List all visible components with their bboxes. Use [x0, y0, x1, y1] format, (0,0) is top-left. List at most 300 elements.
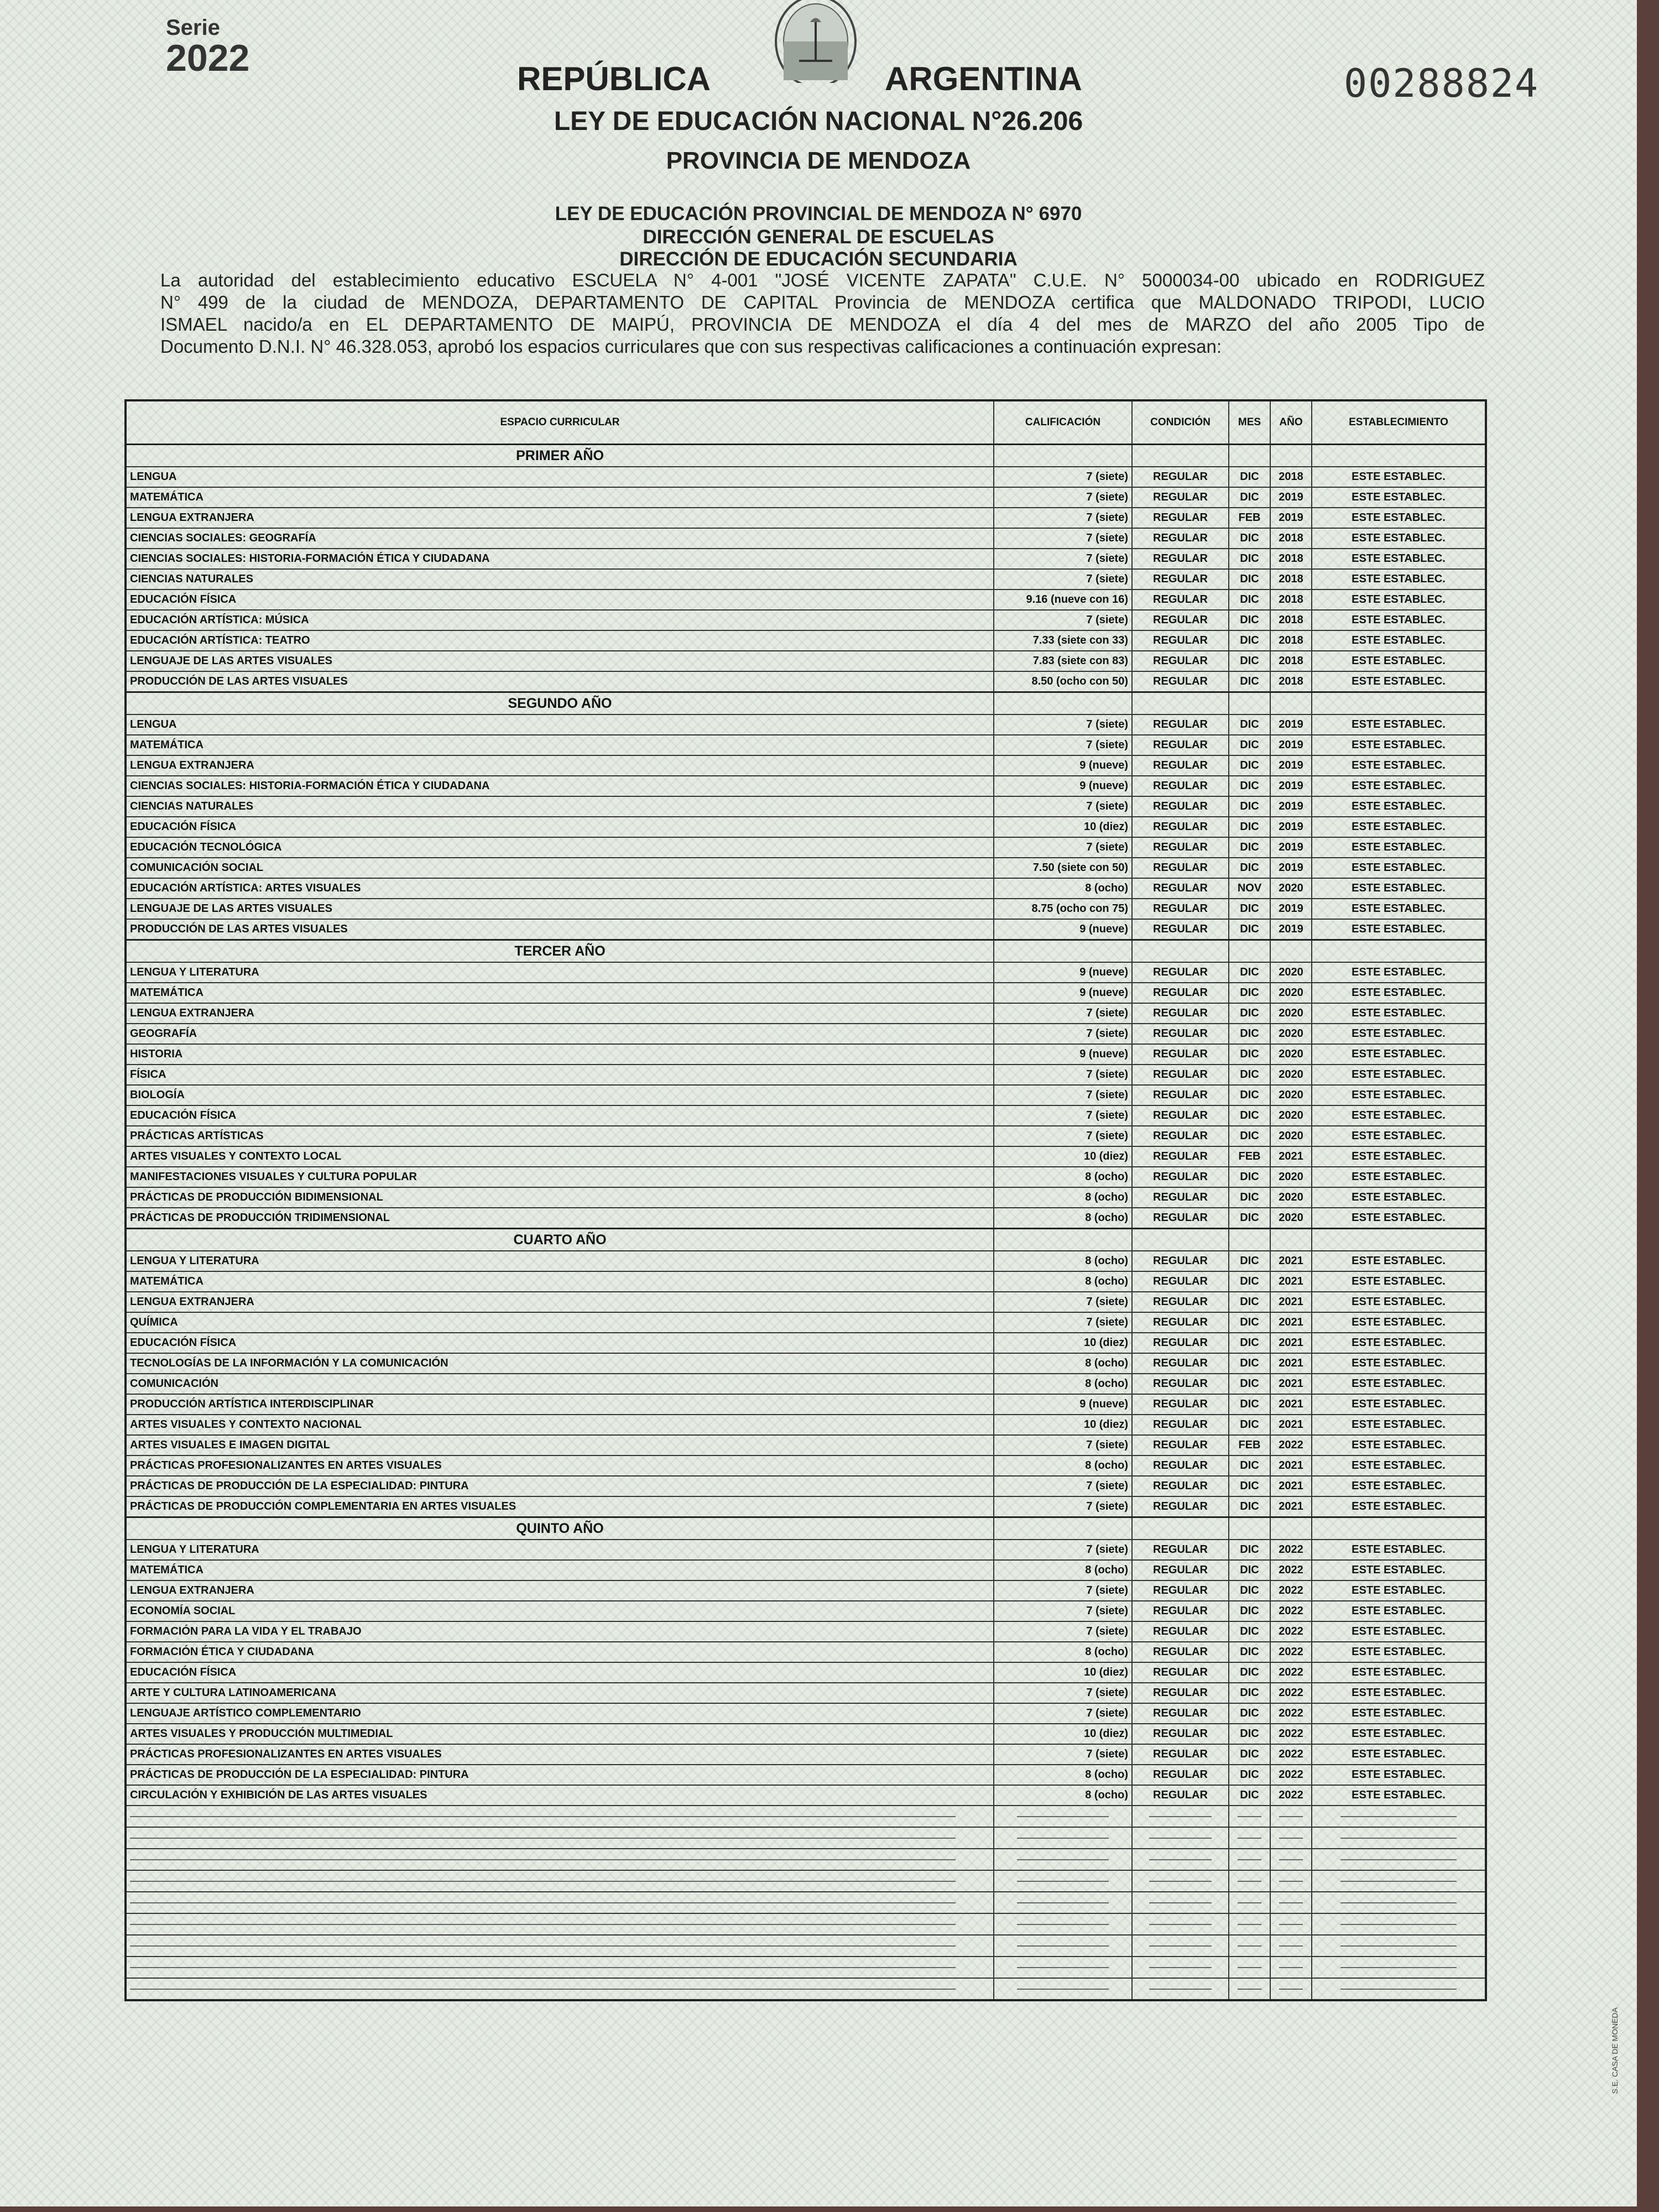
year-cell: 2021	[1270, 1455, 1312, 1476]
subject-cell: PRÁCTICAS DE PRODUCCIÓN TRIDIMENSIONAL	[126, 1208, 994, 1229]
establishment-cell: ESTE ESTABLEC.	[1312, 1476, 1486, 1496]
month-cell: DIC	[1229, 1642, 1270, 1662]
section-filler-cell	[1132, 1229, 1229, 1251]
month-cell: DIC	[1229, 1476, 1270, 1496]
cancelled-cell	[1229, 1913, 1270, 1935]
condition-cell: REGULAR	[1132, 610, 1229, 630]
month-cell: DIC	[1229, 1187, 1270, 1208]
year-cell: 2020	[1270, 962, 1312, 983]
grade-cell: 7 (siete)	[994, 487, 1132, 508]
table-row	[126, 1085, 1486, 1105]
year-cell: 2018	[1270, 569, 1312, 589]
grade-cell: 9 (nueve)	[994, 919, 1132, 940]
condition-cell: REGULAR	[1132, 467, 1229, 487]
cancelled-cell	[1132, 1892, 1229, 1913]
month-cell: DIC	[1229, 714, 1270, 735]
month-cell: DIC	[1229, 755, 1270, 776]
condition-cell: REGULAR	[1132, 1683, 1229, 1703]
condition-cell: REGULAR	[1132, 487, 1229, 508]
condition-cell: REGULAR	[1132, 1724, 1229, 1744]
condition-cell: REGULAR	[1132, 796, 1229, 817]
condition-cell: REGULAR	[1132, 1642, 1229, 1662]
table-row	[126, 1292, 1486, 1312]
cancelled-cell	[994, 1849, 1132, 1870]
condition-cell: REGULAR	[1132, 651, 1229, 671]
grade-cell: 7.83 (siete con 83)	[994, 651, 1132, 671]
subject-cell: QUÍMICA	[126, 1312, 994, 1333]
cancelled-cell	[1312, 1957, 1486, 1978]
table-row	[126, 983, 1486, 1003]
section-filler-cell	[1132, 692, 1229, 715]
month-cell: DIC	[1229, 1312, 1270, 1333]
establishment-cell: ESTE ESTABLEC.	[1312, 1085, 1486, 1105]
year-cell: 2020	[1270, 1105, 1312, 1126]
grade-cell: 7 (siete)	[994, 1312, 1132, 1333]
cancel-line	[1238, 1902, 1261, 1903]
establishment-cell: ESTE ESTABLEC.	[1312, 1105, 1486, 1126]
grade-cell: 7 (siete)	[994, 1105, 1132, 1126]
month-cell: DIC	[1229, 1353, 1270, 1374]
grade-cell: 10 (diez)	[994, 1724, 1132, 1744]
year-cell: 2022	[1270, 1683, 1312, 1703]
table-row	[126, 1024, 1486, 1044]
cancelled-cell	[994, 1957, 1132, 1978]
condition-cell: REGULAR	[1132, 1435, 1229, 1455]
subject-cell: EDUCACIÓN FÍSICA	[126, 817, 994, 837]
establishment-cell: ESTE ESTABLEC.	[1312, 1024, 1486, 1044]
cancel-line	[1149, 1967, 1212, 1968]
cancel-line	[1340, 1989, 1457, 1990]
cancelled-cell	[1229, 1957, 1270, 1978]
month-cell: DIC	[1229, 1744, 1270, 1765]
cancel-line	[1149, 1816, 1212, 1817]
establishment-cell: ESTE ESTABLEC.	[1312, 1621, 1486, 1642]
grade-cell: 10 (diez)	[994, 1415, 1132, 1435]
cancel-line	[1279, 1881, 1303, 1882]
table-row	[126, 1333, 1486, 1353]
condition-cell: REGULAR	[1132, 1146, 1229, 1167]
cancelled-cell	[1270, 1957, 1312, 1978]
establishment-cell: ESTE ESTABLEC.	[1312, 1580, 1486, 1601]
cancelled-row	[126, 1849, 1486, 1870]
section-title: SEGUNDO AÑO	[126, 692, 994, 715]
folio-number: 00288824	[1344, 61, 1540, 106]
cancelled-cell	[1312, 1870, 1486, 1892]
grade-cell: 7 (siete)	[994, 610, 1132, 630]
cancel-line	[1017, 1989, 1108, 1990]
cancel-line	[1340, 1945, 1457, 1947]
cancelled-cell	[1270, 1806, 1312, 1827]
year-cell: 2019	[1270, 919, 1312, 940]
grade-cell: 7 (siete)	[994, 1744, 1132, 1765]
cancelled-cell	[1270, 1913, 1312, 1935]
table-row	[126, 962, 1486, 983]
establishment-cell: ESTE ESTABLEC.	[1312, 1435, 1486, 1455]
cancel-line	[1238, 1859, 1261, 1860]
year-cell: 2019	[1270, 755, 1312, 776]
table-row	[126, 1065, 1486, 1085]
month-cell: DIC	[1229, 735, 1270, 755]
cancelled-cell	[1270, 1827, 1312, 1849]
grade-cell: 7 (siete)	[994, 1683, 1132, 1703]
cancel-line	[1238, 1924, 1261, 1925]
cancelled-cell	[1132, 1957, 1229, 1978]
establishment-cell: ESTE ESTABLEC.	[1312, 1126, 1486, 1146]
condition-cell: REGULAR	[1132, 1024, 1229, 1044]
establishment-cell: ESTE ESTABLEC.	[1312, 837, 1486, 858]
subject-cell: FÍSICA	[126, 1065, 994, 1085]
table-row	[126, 1540, 1486, 1560]
certification-text	[160, 269, 1485, 358]
cancelled-row	[126, 1806, 1486, 1827]
table-row	[126, 1765, 1486, 1785]
condition-cell: REGULAR	[1132, 714, 1229, 735]
cancelled-row	[126, 1913, 1486, 1935]
month-cell: DIC	[1229, 919, 1270, 940]
month-cell: DIC	[1229, 858, 1270, 878]
cancel-line	[1017, 1902, 1108, 1903]
section-filler-cell	[1312, 692, 1486, 715]
table-row	[126, 1435, 1486, 1455]
subject-cell: LENGUA	[126, 467, 994, 487]
condition-cell: REGULAR	[1132, 919, 1229, 940]
month-cell: DIC	[1229, 1333, 1270, 1353]
cancel-line	[130, 1945, 956, 1947]
table-row	[126, 1271, 1486, 1292]
month-cell: DIC	[1229, 1455, 1270, 1476]
establishment-cell: ESTE ESTABLEC.	[1312, 630, 1486, 651]
establishment-cell: ESTE ESTABLEC.	[1312, 1292, 1486, 1312]
cancelled-cell	[126, 1870, 994, 1892]
grade-cell: 8 (ocho)	[994, 1455, 1132, 1476]
column-header: CONDICIÓN	[1132, 400, 1229, 445]
year-cell: 2021	[1270, 1476, 1312, 1496]
condition-cell: REGULAR	[1132, 1580, 1229, 1601]
cancelled-cell	[1270, 1849, 1312, 1870]
table-row	[126, 1251, 1486, 1271]
grade-cell: 10 (diez)	[994, 1662, 1132, 1683]
condition-cell: REGULAR	[1132, 1167, 1229, 1187]
table-row	[126, 817, 1486, 837]
year-cell: 2022	[1270, 1560, 1312, 1580]
establishment-cell: ESTE ESTABLEC.	[1312, 983, 1486, 1003]
subject-cell: LENGUA	[126, 714, 994, 735]
grade-cell: 9 (nueve)	[994, 755, 1132, 776]
month-cell: DIC	[1229, 1167, 1270, 1187]
month-cell: DIC	[1229, 899, 1270, 919]
cancel-line	[1238, 1816, 1261, 1817]
cancelled-cell	[994, 1935, 1132, 1957]
condition-cell: REGULAR	[1132, 858, 1229, 878]
section-title: PRIMER AÑO	[126, 445, 994, 467]
section-filler-cell	[1270, 1229, 1312, 1251]
grade-cell: 9 (nueve)	[994, 983, 1132, 1003]
grade-cell: 7 (siete)	[994, 714, 1132, 735]
establishment-cell: ESTE ESTABLEC.	[1312, 1333, 1486, 1353]
year-cell: 2020	[1270, 1065, 1312, 1085]
table-row	[126, 1105, 1486, 1126]
cancel-line	[1149, 1859, 1212, 1860]
section-filler-cell	[1229, 445, 1270, 467]
table-row	[126, 1724, 1486, 1744]
cancel-line	[1279, 1816, 1303, 1817]
grade-cell: 8 (ocho)	[994, 1208, 1132, 1229]
cancelled-cell	[1270, 1892, 1312, 1913]
condition-cell: REGULAR	[1132, 1187, 1229, 1208]
year-cell: 2019	[1270, 817, 1312, 837]
establishment-cell: ESTE ESTABLEC.	[1312, 1312, 1486, 1333]
condition-cell: REGULAR	[1132, 1271, 1229, 1292]
cancelled-cell	[126, 1806, 994, 1827]
section-filler-cell	[1132, 445, 1229, 467]
cancel-line	[1340, 1881, 1457, 1882]
condition-cell: REGULAR	[1132, 837, 1229, 858]
grade-cell: 7 (siete)	[994, 1621, 1132, 1642]
table-row	[126, 1476, 1486, 1496]
table-row	[126, 1374, 1486, 1394]
month-cell: DIC	[1229, 1496, 1270, 1517]
establishment-cell: ESTE ESTABLEC.	[1312, 1744, 1486, 1765]
month-cell: DIC	[1229, 1724, 1270, 1744]
establishment-cell: ESTE ESTABLEC.	[1312, 1374, 1486, 1394]
condition-cell: REGULAR	[1132, 776, 1229, 796]
establishment-cell: ESTE ESTABLEC.	[1312, 549, 1486, 569]
serie-label: Serie	[166, 15, 220, 40]
condition-cell: REGULAR	[1132, 549, 1229, 569]
month-cell: DIC	[1229, 528, 1270, 549]
subject-cell: PRÁCTICAS PROFESIONALIZANTES EN ARTES VISUALES	[126, 1744, 994, 1765]
column-header: ESPACIO CURRICULAR	[126, 400, 994, 445]
establishment-cell: ESTE ESTABLEC.	[1312, 776, 1486, 796]
establishment-cell: ESTE ESTABLEC.	[1312, 671, 1486, 692]
month-cell: DIC	[1229, 1703, 1270, 1724]
establishment-cell: ESTE ESTABLEC.	[1312, 467, 1486, 487]
cancel-line	[1017, 1945, 1108, 1947]
table-row	[126, 776, 1486, 796]
cancel-line	[1017, 1967, 1108, 1968]
serie-year: 2022	[166, 37, 250, 79]
table-row	[126, 671, 1486, 692]
table-row	[126, 1560, 1486, 1580]
subject-cell: ARTES VISUALES Y PRODUCCIÓN MULTIMEDIAL	[126, 1724, 994, 1744]
cancel-line	[130, 1881, 956, 1882]
table-row	[126, 1496, 1486, 1517]
table-row	[126, 1785, 1486, 1806]
subject-cell: PRODUCCIÓN DE LAS ARTES VISUALES	[126, 919, 994, 940]
establishment-cell: ESTE ESTABLEC.	[1312, 569, 1486, 589]
serie-block	[166, 15, 250, 79]
table-row	[126, 467, 1486, 487]
year-cell: 2018	[1270, 610, 1312, 630]
establishment-cell: ESTE ESTABLEC.	[1312, 962, 1486, 983]
condition-cell: REGULAR	[1132, 1208, 1229, 1229]
subject-cell: LENGUAJE DE LAS ARTES VISUALES	[126, 651, 994, 671]
section-filler-cell	[1312, 1229, 1486, 1251]
establishment-cell: ESTE ESTABLEC.	[1312, 1662, 1486, 1683]
cancelled-cell	[126, 1827, 994, 1849]
condition-cell: REGULAR	[1132, 1744, 1229, 1765]
grade-cell: 7 (siete)	[994, 1126, 1132, 1146]
condition-cell: REGULAR	[1132, 1415, 1229, 1435]
subject-cell: PRÁCTICAS ARTÍSTICAS	[126, 1126, 994, 1146]
condition-cell: REGULAR	[1132, 528, 1229, 549]
establishment-cell: ESTE ESTABLEC.	[1312, 1003, 1486, 1024]
cancel-line	[1017, 1816, 1108, 1817]
section-row	[126, 445, 1486, 467]
table-row	[126, 508, 1486, 528]
cancel-line	[1279, 1838, 1303, 1839]
year-cell: 2022	[1270, 1785, 1312, 1806]
condition-cell: REGULAR	[1132, 1621, 1229, 1642]
month-cell: DIC	[1229, 1621, 1270, 1642]
condition-cell: REGULAR	[1132, 1374, 1229, 1394]
section-row	[126, 692, 1486, 715]
subject-cell: ARTES VISUALES Y CONTEXTO NACIONAL	[126, 1415, 994, 1435]
establishment-cell: ESTE ESTABLEC.	[1312, 817, 1486, 837]
establishment-cell: ESTE ESTABLEC.	[1312, 1642, 1486, 1662]
month-cell: DIC	[1229, 817, 1270, 837]
year-cell: 2020	[1270, 1167, 1312, 1187]
year-cell: 2020	[1270, 983, 1312, 1003]
grade-cell: 8 (ocho)	[994, 1251, 1132, 1271]
month-cell: DIC	[1229, 1085, 1270, 1105]
year-cell: 2021	[1270, 1415, 1312, 1435]
condition-cell: REGULAR	[1132, 1105, 1229, 1126]
grade-cell: 8 (ocho)	[994, 1187, 1132, 1208]
table-row	[126, 1415, 1486, 1435]
cancelled-cell	[1132, 1978, 1229, 2000]
table-row	[126, 1208, 1486, 1229]
month-cell: DIC	[1229, 651, 1270, 671]
cancelled-cell	[126, 1978, 994, 2000]
condition-cell: REGULAR	[1132, 735, 1229, 755]
section-row	[126, 1517, 1486, 1540]
grade-cell: 8.75 (ocho con 75)	[994, 899, 1132, 919]
cancelled-cell	[1312, 1849, 1486, 1870]
grade-cell: 8 (ocho)	[994, 1642, 1132, 1662]
month-cell: DIC	[1229, 610, 1270, 630]
section-filler-cell	[1270, 445, 1312, 467]
table-row	[126, 1662, 1486, 1683]
cancel-line	[1340, 1838, 1457, 1839]
condition-cell: REGULAR	[1132, 1455, 1229, 1476]
month-cell: DIC	[1229, 1271, 1270, 1292]
grade-cell: 7 (siete)	[994, 1580, 1132, 1601]
table-row	[126, 651, 1486, 671]
grade-cell: 7 (siete)	[994, 1601, 1132, 1621]
section-row	[126, 940, 1486, 963]
cancelled-cell	[1132, 1849, 1229, 1870]
header-republica: REPÚBLICA	[517, 60, 711, 97]
subject-cell: EDUCACIÓN FÍSICA	[126, 589, 994, 610]
subject-cell: BIOLOGÍA	[126, 1085, 994, 1105]
year-cell: 2020	[1270, 1126, 1312, 1146]
column-header: MES	[1229, 400, 1270, 445]
cancelled-cell	[1270, 1978, 1312, 2000]
grade-cell: 7 (siete)	[994, 1496, 1132, 1517]
cancelled-cell	[1229, 1827, 1270, 1849]
year-cell: 2020	[1270, 1187, 1312, 1208]
cancel-line	[130, 1902, 956, 1903]
cancelled-row	[126, 1827, 1486, 1849]
condition-cell: REGULAR	[1132, 630, 1229, 651]
establishment-cell: ESTE ESTABLEC.	[1312, 1765, 1486, 1785]
subject-cell: MATEMÁTICA	[126, 983, 994, 1003]
year-cell: 2018	[1270, 549, 1312, 569]
year-cell: 2020	[1270, 1208, 1312, 1229]
table-row	[126, 858, 1486, 878]
establishment-cell: ESTE ESTABLEC.	[1312, 1415, 1486, 1435]
subject-cell: LENGUA Y LITERATURA	[126, 1251, 994, 1271]
month-cell: DIC	[1229, 589, 1270, 610]
establishment-cell: ESTE ESTABLEC.	[1312, 1208, 1486, 1229]
month-cell: DIC	[1229, 796, 1270, 817]
table-row	[126, 1044, 1486, 1065]
year-cell: 2018	[1270, 671, 1312, 692]
condition-cell: REGULAR	[1132, 878, 1229, 899]
month-cell: DIC	[1229, 1292, 1270, 1312]
subject-cell: ARTE Y CULTURA LATINOAMERICANA	[126, 1683, 994, 1703]
table-row	[126, 1601, 1486, 1621]
table-row	[126, 569, 1486, 589]
month-cell: DIC	[1229, 1003, 1270, 1024]
grade-cell: 10 (diez)	[994, 817, 1132, 837]
subject-cell: EDUCACIÓN FÍSICA	[126, 1105, 994, 1126]
grade-cell: 9 (nueve)	[994, 776, 1132, 796]
cancelled-cell	[126, 1957, 994, 1978]
month-cell: DIC	[1229, 1126, 1270, 1146]
cancelled-cell	[1132, 1913, 1229, 1935]
cancelled-cell	[1229, 1935, 1270, 1957]
cancel-line	[1279, 1945, 1303, 1947]
cancel-line	[130, 1816, 956, 1817]
cancelled-cell	[1312, 1827, 1486, 1849]
grade-cell: 9 (nueve)	[994, 1044, 1132, 1065]
year-cell: 2020	[1270, 1024, 1312, 1044]
month-cell: DIC	[1229, 1394, 1270, 1415]
establishment-cell: ESTE ESTABLEC.	[1312, 1540, 1486, 1560]
cancel-line	[1279, 1924, 1303, 1925]
year-cell: 2019	[1270, 858, 1312, 878]
section-filler-cell	[1229, 692, 1270, 715]
condition-cell: REGULAR	[1132, 671, 1229, 692]
year-cell: 2021	[1270, 1496, 1312, 1517]
cancel-line	[130, 1859, 956, 1860]
cancel-line	[1340, 1859, 1457, 1860]
year-cell: 2019	[1270, 508, 1312, 528]
table-row	[126, 487, 1486, 508]
subject-cell: EDUCACIÓN FÍSICA	[126, 1662, 994, 1683]
cancel-line	[1340, 1967, 1457, 1968]
year-cell: 2021	[1270, 1374, 1312, 1394]
grade-cell: 8 (ocho)	[994, 1560, 1132, 1580]
year-cell: 2021	[1270, 1251, 1312, 1271]
grade-cell: 8 (ocho)	[994, 1785, 1132, 1806]
year-cell: 2021	[1270, 1353, 1312, 1374]
table-row	[126, 528, 1486, 549]
subject-cell: ECONOMÍA SOCIAL	[126, 1601, 994, 1621]
establishment-cell: ESTE ESTABLEC.	[1312, 858, 1486, 878]
certification-line: ISMAEL nacido/a en EL DEPARTAMENTO DE MAIPÚ, PROVINCIA DE MENDOZA el día 4 del mes de MARZO del año 2005 Tipo de	[160, 314, 1485, 335]
section-filler-cell	[1312, 445, 1486, 467]
cancelled-cell	[1229, 1849, 1270, 1870]
subject-cell: ARTES VISUALES Y CONTEXTO LOCAL	[126, 1146, 994, 1167]
establishment-cell: ESTE ESTABLEC.	[1312, 735, 1486, 755]
cancel-line	[1149, 1902, 1212, 1903]
month-cell: DIC	[1229, 630, 1270, 651]
cancelled-cell	[126, 1913, 994, 1935]
year-cell: 2019	[1270, 776, 1312, 796]
